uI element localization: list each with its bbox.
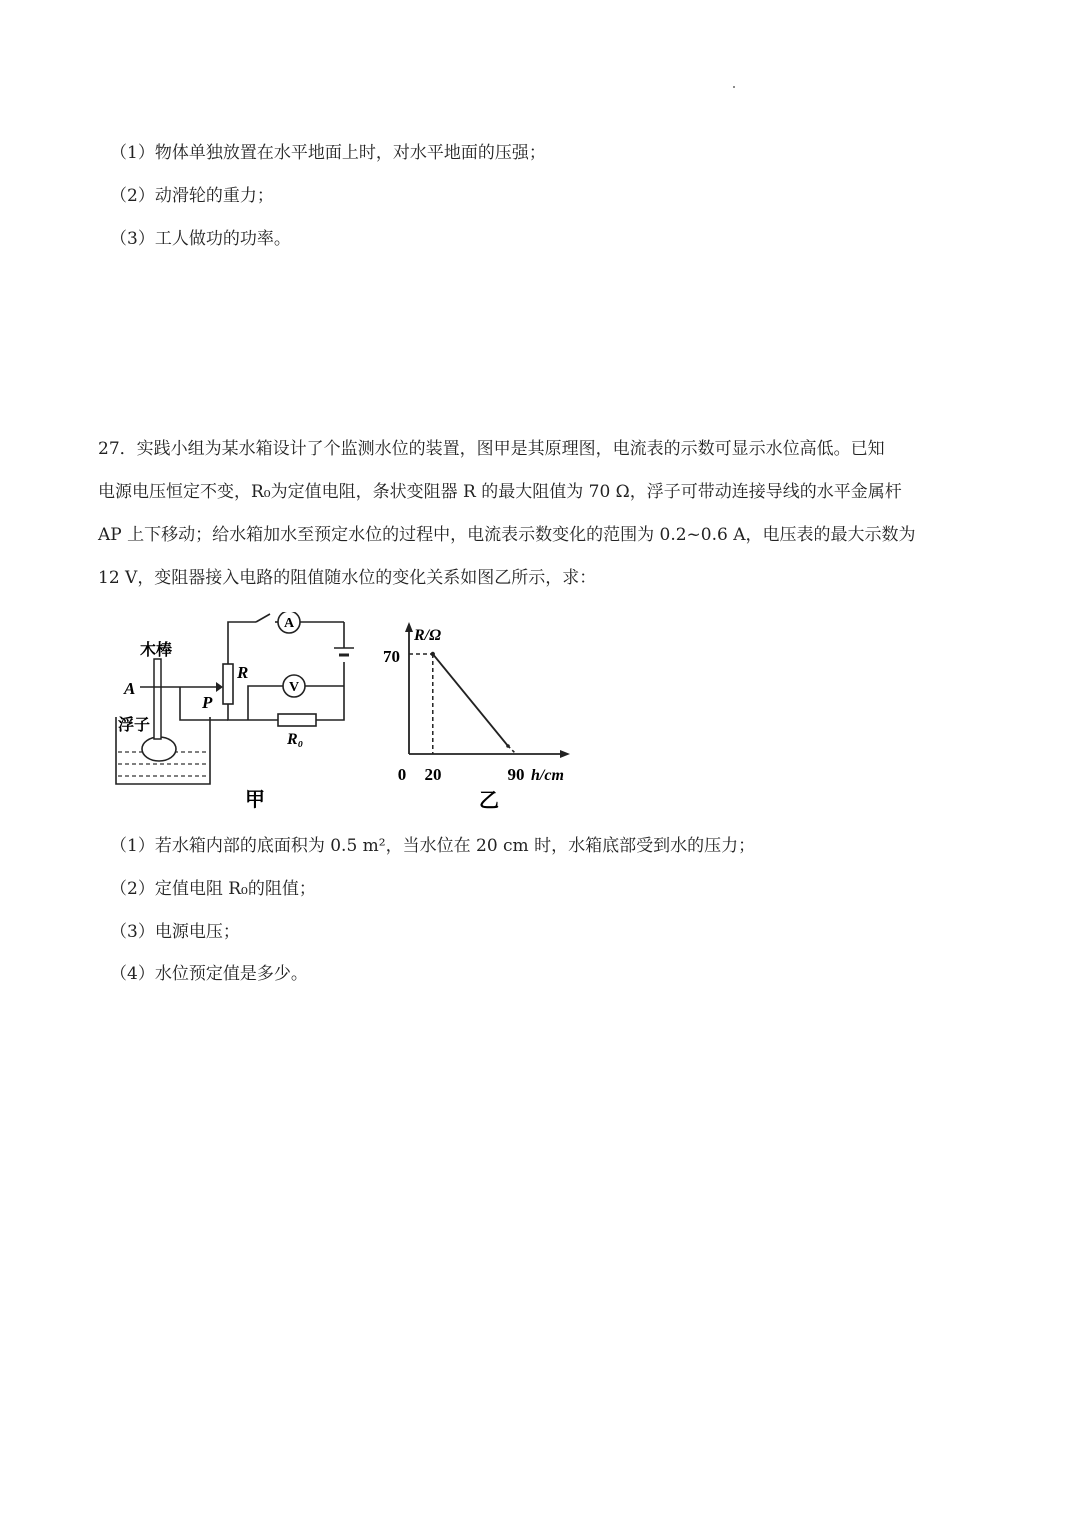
question-item: （1）若水箱内部的底面积为 0.5 m²，当水位在 20 cm 时，水箱底部受到水的压力； (110, 836, 756, 856)
x-tick-20: 20 (424, 765, 442, 784)
voltmeter-label: V (288, 680, 300, 695)
y-tick-70: 70 (383, 647, 400, 666)
rheostat-label: R (237, 663, 249, 682)
float-ball (142, 737, 176, 761)
x-axis-label: h/cm (531, 767, 564, 784)
problem-line: AP 上下移动；给水箱加水至预定水位的过程中，电流表示数变化的范围为 0.2~0.6 A，电压表的最大示数为 (98, 525, 916, 545)
question-item: （3）工人做功的功率。 (110, 229, 291, 249)
battery (334, 648, 354, 655)
x-tick-90: 90 (507, 765, 525, 784)
float-label: 浮子 (118, 717, 151, 734)
circuit-diagram (110, 612, 370, 817)
data-point-start (431, 652, 435, 656)
question-item: （2）动滑轮的重力； (110, 186, 274, 206)
stick-label: 木棒 (140, 642, 173, 659)
series-line (433, 654, 508, 746)
slider-arrow (216, 682, 223, 692)
y-axis-label: R/Ω (414, 627, 442, 644)
voltmeter (283, 675, 305, 697)
figure-jia-caption: 甲 (245, 789, 265, 811)
x-axis-arrow (560, 750, 570, 758)
question-item: （3）电源电压； (110, 922, 240, 942)
origin-label: 0 (397, 765, 407, 784)
ammeter (278, 612, 300, 633)
rheostat-r (223, 664, 233, 704)
point-a-label: A (124, 679, 136, 698)
figure-yi-caption: 乙 (479, 790, 499, 812)
data-point-end (506, 744, 510, 748)
wooden-stick (154, 659, 161, 739)
r0-label: R₀ (287, 731, 304, 748)
question-item: （1）物体单独放置在水平地面上时，对水平地面的压强； (110, 143, 546, 163)
problem-line: 12 V，变阻器接入电路的阻值随水位的变化关系如图乙所示，求： (98, 568, 597, 588)
resistor-r0 (278, 714, 316, 726)
point-p-label: P (202, 693, 213, 712)
resistance-graph (380, 612, 590, 817)
question-item: （4）水位预定值是多少。 (110, 964, 308, 984)
y-axis-arrow (405, 622, 413, 632)
stray-dot (733, 86, 735, 88)
problem-line: 电源电压恒定不变，R₀为定值电阻，条状变阻器 R 的最大阻值为 70 Ω，浮子可带动连接导线的水平金属杆 (98, 482, 902, 502)
ammeter-label: A (283, 616, 295, 631)
problem-line: 27．实践小组为某水箱设计了个监测水位的装置，图甲是其原理图，电流表的示数可显示水位高低。已知 (98, 439, 885, 459)
question-item: （2）定值电阻 R₀的阻值； (110, 879, 316, 899)
